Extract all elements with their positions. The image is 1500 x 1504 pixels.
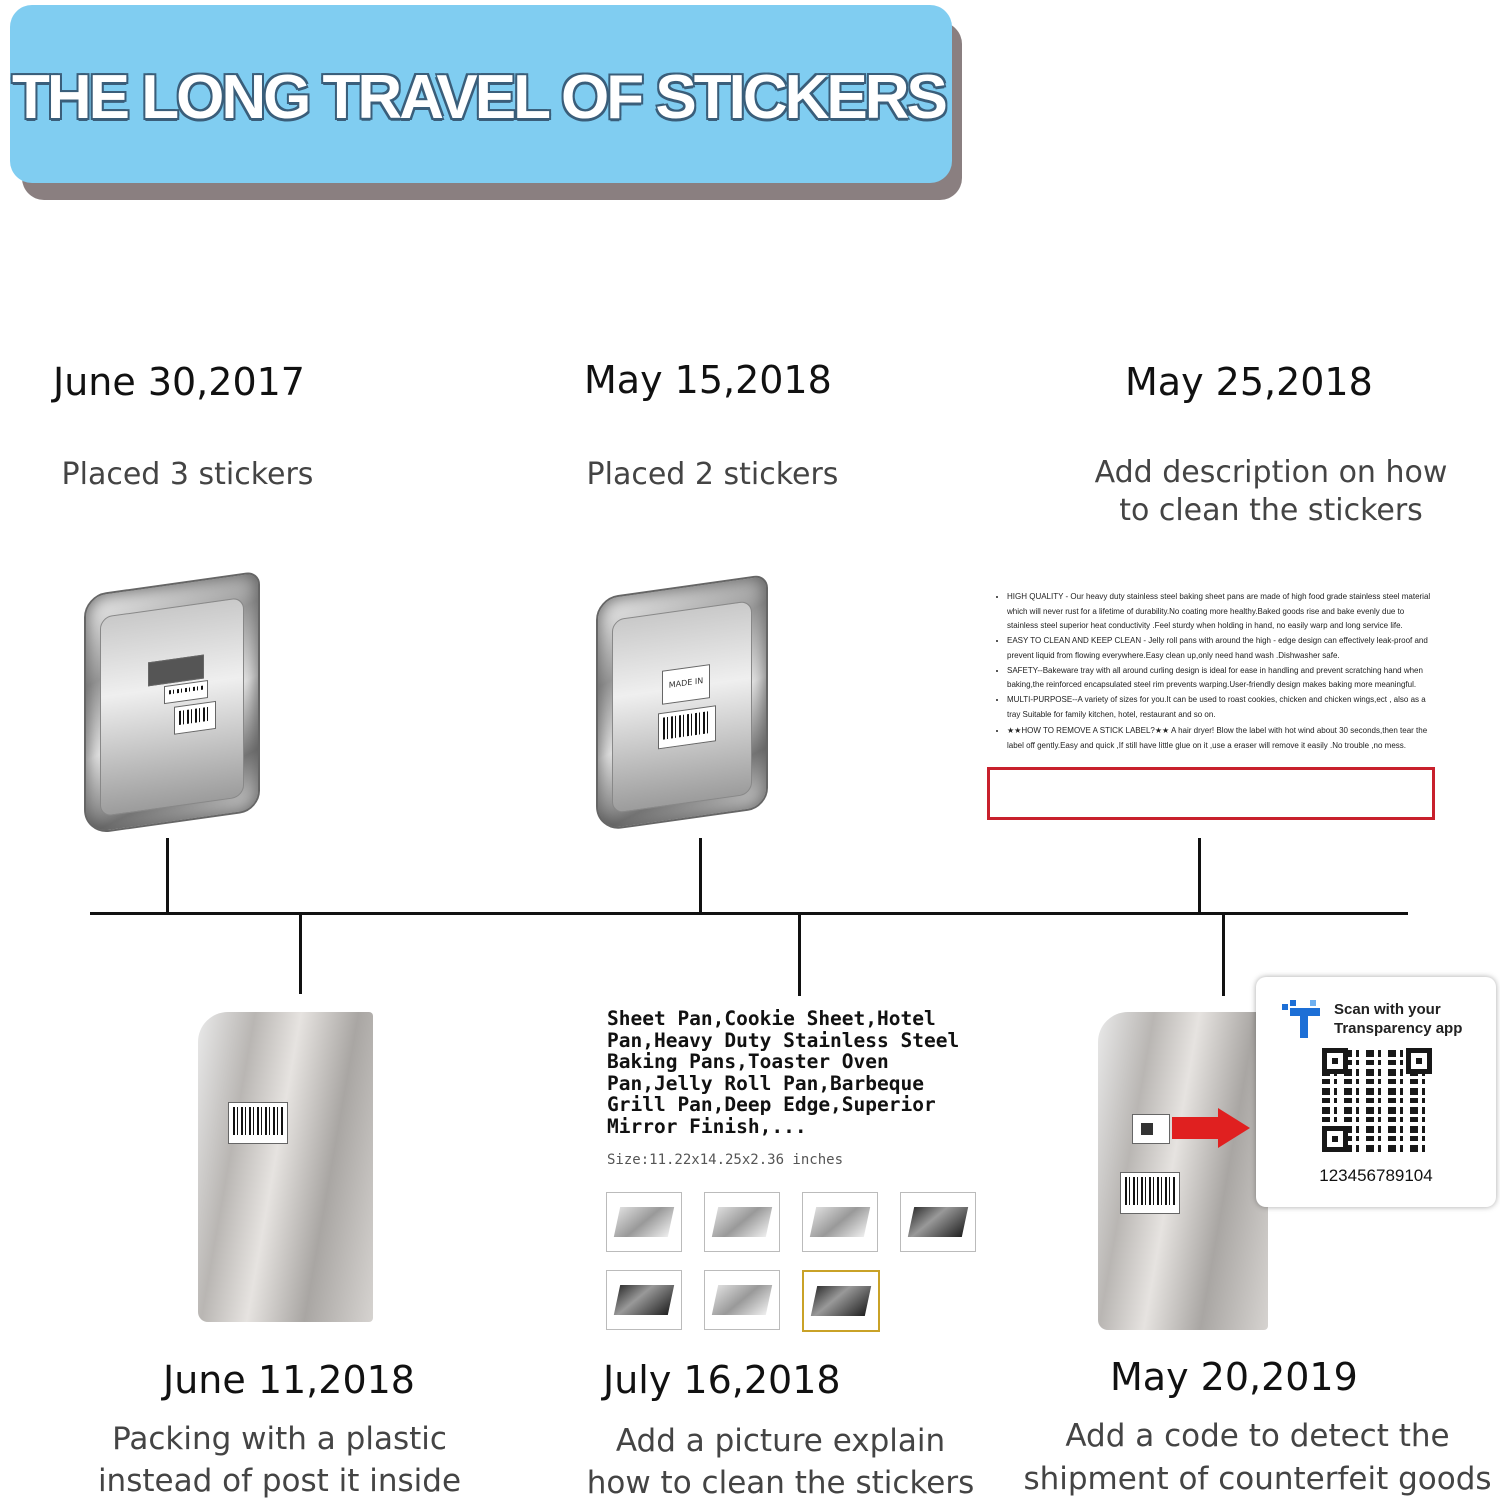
product-thumbnail[interactable]: [704, 1270, 780, 1330]
product-thumbnail[interactable]: [900, 1192, 976, 1252]
product-thumbnail-selected[interactable]: [802, 1270, 880, 1332]
transparency-logo-icon: [1282, 1000, 1322, 1040]
timeline-tick: [299, 914, 302, 994]
timeline-tick: [1222, 914, 1225, 996]
product-thumbnail[interactable]: [606, 1192, 682, 1252]
red-arrow-icon: [1172, 1117, 1220, 1139]
event-text-6: Add a code to detect the shipment of counterfeit goods: [1023, 1418, 1492, 1497]
product-size: Size:11.22x14.25x2.36 inches: [607, 1152, 844, 1168]
product-thumbnail[interactable]: [606, 1270, 682, 1330]
transparency-code-sticker: [1132, 1114, 1170, 1144]
event-text-3: Add description on how to clean the stickers: [1094, 455, 1448, 528]
description-bullet: • HIGH QUALITY - Our heavy duty stainless steel baking sheet pans are made of high food grade stainless steel material which will never rust for a lifetime of durability.No coating more healthy.Baked goods rise and bake evenly due to stainless steel superior heat conductivity .Feel sturdy when holding in hand, no easily warp and long service life.: [1007, 590, 1435, 634]
event-date-1: June 30,2017: [53, 360, 305, 404]
transparency-code-number: 123456789104: [1319, 1166, 1433, 1185]
transparency-instructions: [1334, 1000, 1462, 1038]
description-bullet: • EASY TO CLEAN AND KEEP CLEAN - Jelly roll pans with around the high - edge design can effectively leak-proof and prevent liquid from flowing everywhere.Easy clean up,only need hand wash .Dishwasher safe.: [1007, 634, 1435, 663]
event-date-4: June 11,2018: [163, 1358, 415, 1402]
highlight-box: [987, 767, 1435, 820]
timeline-tick: [166, 838, 169, 914]
timeline-tick: [798, 914, 801, 996]
description-bullet-remove-label: • ★★HOW TO REMOVE A STICK LABEL?★★ A hair dryer! Blow the label with hot wind about 30 seconds,then tear the label off gently.Easy and quick ,If still have little glue on it ,use a eraser will remove it easily .No trouble ,no mess.: [1007, 724, 1435, 753]
product-thumbnail[interactable]: [802, 1192, 878, 1252]
transparency-line-2: Transparency app: [1334, 1020, 1463, 1037]
product-thumbnail[interactable]: [704, 1192, 780, 1252]
red-arrow-head-icon: [1218, 1108, 1250, 1148]
product-title: Sheet Pan,Cookie Sheet,Hotel Pan,Heavy Duty Stainless Steel Baking Pans,Toaster Oven Pan,Jelly Roll Pan,Barbeque Grill Pan,Deep Edge,Superior Mirror Finish,...: [607, 1007, 960, 1138]
event-date-3: May 25,2018: [1125, 360, 1373, 404]
timeline-tick: [1198, 838, 1201, 914]
event-text-4: Packing with a plastic instead of post it inside: [97, 1421, 462, 1499]
timeline-tick: [699, 838, 702, 914]
page-title: THE LONG TRAVEL OF STICKERS: [12, 63, 945, 132]
timeline-axis: [90, 912, 1408, 915]
pan-image-two-stickers: [596, 574, 768, 832]
sticker-barcode: [228, 1102, 288, 1144]
event-date-6: May 20,2019: [1110, 1355, 1358, 1399]
pan-image-three-stickers: [84, 571, 260, 836]
event-text-1: Placed 3 stickers: [61, 457, 314, 492]
product-description-block: [995, 590, 1435, 754]
description-bullet: • MULTI-PURPOSE--A variety of sizes for you.It can be used to roast cookies, chicken and chicken wings,ect , also as a tray Suitable for family kitchen, hotel, restaurant and so on.: [1007, 693, 1435, 722]
made-in-china-sticker: MADE IN: [662, 664, 710, 705]
qr-code: [1322, 1048, 1432, 1152]
event-date-2: May 15,2018: [584, 358, 832, 402]
event-date-5: July 16,2018: [603, 1358, 841, 1402]
transparency-line-1: Scan with your: [1334, 1001, 1441, 1018]
sticker-barcode: [1120, 1172, 1180, 1214]
plastic-packed-pan-image: [198, 1012, 373, 1322]
description-bullet: • SAFETY--Bakeware tray with all around curling design is ideal for ease in handling and prevent scratching hand when baking,the reinforced encapsulated steel rim prevents warping.User-friendly design makes baking more meaningful.: [1007, 664, 1435, 693]
pan-with-code-image: [1098, 1012, 1268, 1330]
event-text-5: Add a picture explain how to clean the stickers: [586, 1423, 975, 1501]
sticker-barcode: [174, 701, 216, 735]
event-text-2: Placed 2 stickers: [586, 457, 839, 492]
